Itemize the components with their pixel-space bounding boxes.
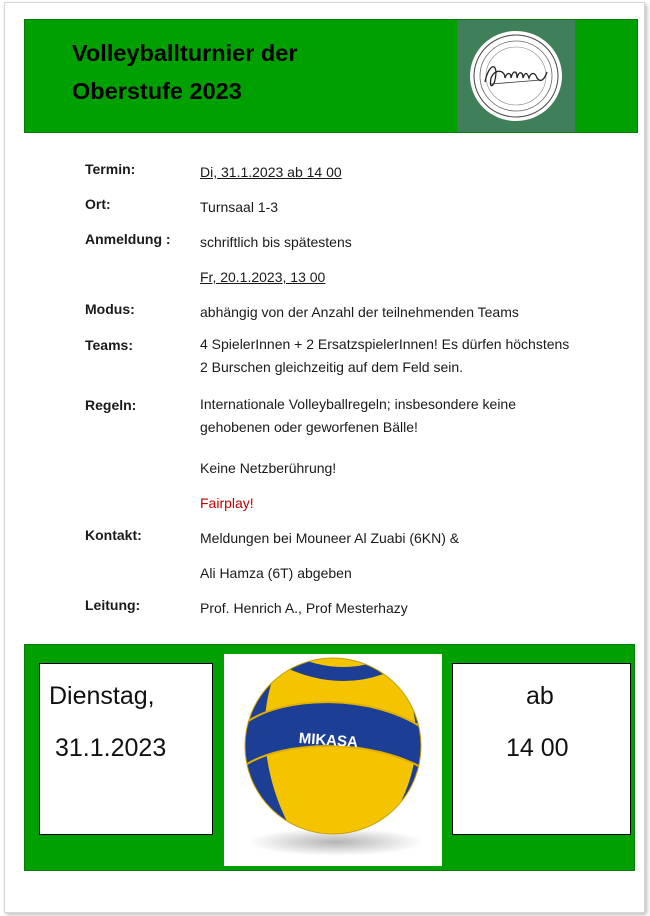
signature-seal-logo-icon [461, 22, 571, 130]
document-page [4, 2, 645, 913]
value-ort: Turnsaal 1-3 [200, 199, 279, 215]
value-anmeldung: schriftlich bis spätestens [200, 234, 352, 250]
title-line-2: Oberstufe 2023 [72, 78, 242, 104]
value-regeln-fairplay: Fairplay! [200, 495, 254, 511]
value-regeln-netz: Keine Netzberührung! [200, 460, 337, 476]
value-kontakt-2: Ali Hamza (6T) abgeben [200, 565, 352, 581]
ab-text: ab [526, 682, 554, 710]
day-text: Dienstag, [49, 682, 155, 710]
value-kontakt: Meldungen bei Mouneer Al Zuabi (6KN) & [200, 530, 460, 546]
ball-brand-label: MIKASA [298, 729, 359, 752]
label-leitung: Leitung: [85, 597, 141, 613]
time-card [452, 663, 631, 835]
value-leitung: Prof. Henrich A., Prof Mesterhazy [200, 600, 408, 616]
title-banner [24, 19, 638, 133]
label-anmeldung: Anmeldung : [85, 231, 171, 247]
value-regeln: Internationale Volleyballregeln; insbesondere keine gehobenen oder geworfenen Bälle! [200, 396, 516, 435]
value-modus: abhängig von der Anzahl der teilnehmenden Teams [200, 304, 519, 320]
time-text: 14 00 [506, 734, 569, 762]
value-anmeldung-deadline: Fr, 20.1.2023, 13 00 [200, 269, 326, 285]
label-modus: Modus: [85, 301, 135, 317]
value-teams: 4 SpielerInnen + 2 ErsatzspielerInnen! Es dürfen höchstens 2 Burschen gleichzeitig auf dem Feld sein. [200, 336, 570, 375]
volleyball-image [224, 654, 442, 866]
label-kontakt: Kontakt: [85, 527, 142, 543]
school-logo [457, 20, 575, 132]
title-line-1: Volleyballturnier der [72, 40, 298, 66]
date-card [39, 663, 213, 835]
label-regeln: Regeln: [85, 397, 137, 413]
volleyball-icon [224, 654, 442, 866]
date-text: 31.1.2023 [55, 734, 167, 762]
label-ort: Ort: [85, 196, 111, 212]
label-termin: Termin: [85, 161, 136, 177]
page-title [72, 34, 402, 110]
value-termin: Di, 31.1.2023 ab 14 00 [200, 164, 342, 180]
label-teams: Teams: [85, 337, 133, 353]
date-banner [24, 644, 635, 871]
